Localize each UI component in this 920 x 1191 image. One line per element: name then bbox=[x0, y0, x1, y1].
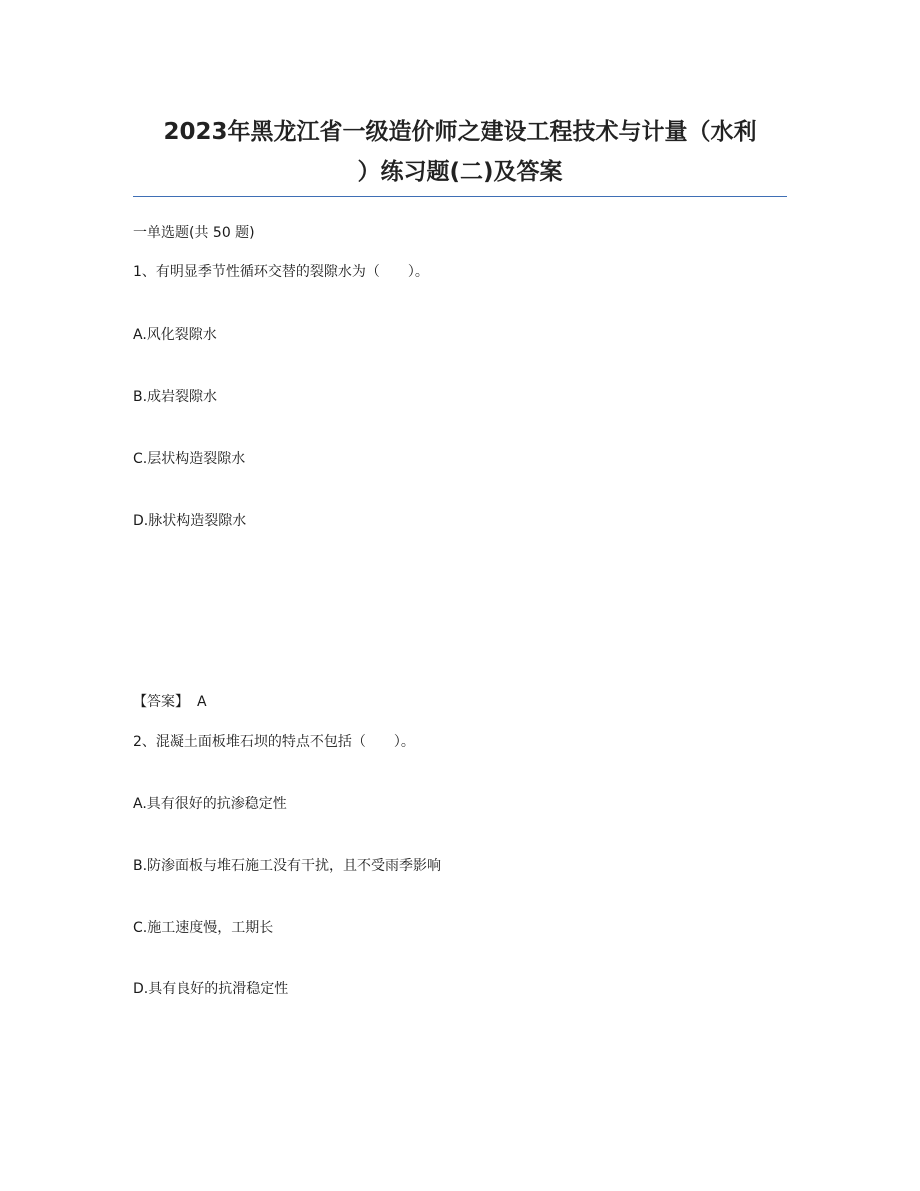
question-1-option-d: D.脉状构造裂隙水 bbox=[133, 513, 247, 529]
document-title-line-2: ）练习题(二)及答案 bbox=[357, 159, 563, 185]
answer-label: 【答案】 bbox=[133, 694, 189, 710]
question-2-option-a: A.具有很好的抗渗稳定性 bbox=[133, 796, 287, 812]
answer-value: A bbox=[197, 694, 207, 710]
question-1-stem: 1、有明显季节性循环交替的裂隙水为（ ）。 bbox=[133, 264, 429, 280]
document-title-line-1: 2023年黑龙江省一级造价师之建设工程技术与计量（水利 bbox=[163, 119, 757, 145]
section-heading: 一单选题(共 50 题) bbox=[133, 225, 255, 241]
title-divider bbox=[133, 196, 787, 197]
question-2-option-b: B.防渗面板与堆石施工没有干扰，且不受雨季影响 bbox=[133, 858, 442, 874]
question-2-option-c: C.施工速度慢，工期长 bbox=[133, 920, 274, 936]
question-1-option-a: A.风化裂隙水 bbox=[133, 327, 217, 343]
question-2-stem: 2、混凝土面板堆石坝的特点不包括（ ）。 bbox=[133, 734, 415, 750]
question-1-option-b: B.成岩裂隙水 bbox=[133, 389, 218, 405]
question-2-option-d: D.具有良好的抗滑稳定性 bbox=[133, 981, 289, 997]
question-1-option-c: C.层状构造裂隙水 bbox=[133, 451, 246, 467]
question-1-answer bbox=[133, 692, 207, 712]
